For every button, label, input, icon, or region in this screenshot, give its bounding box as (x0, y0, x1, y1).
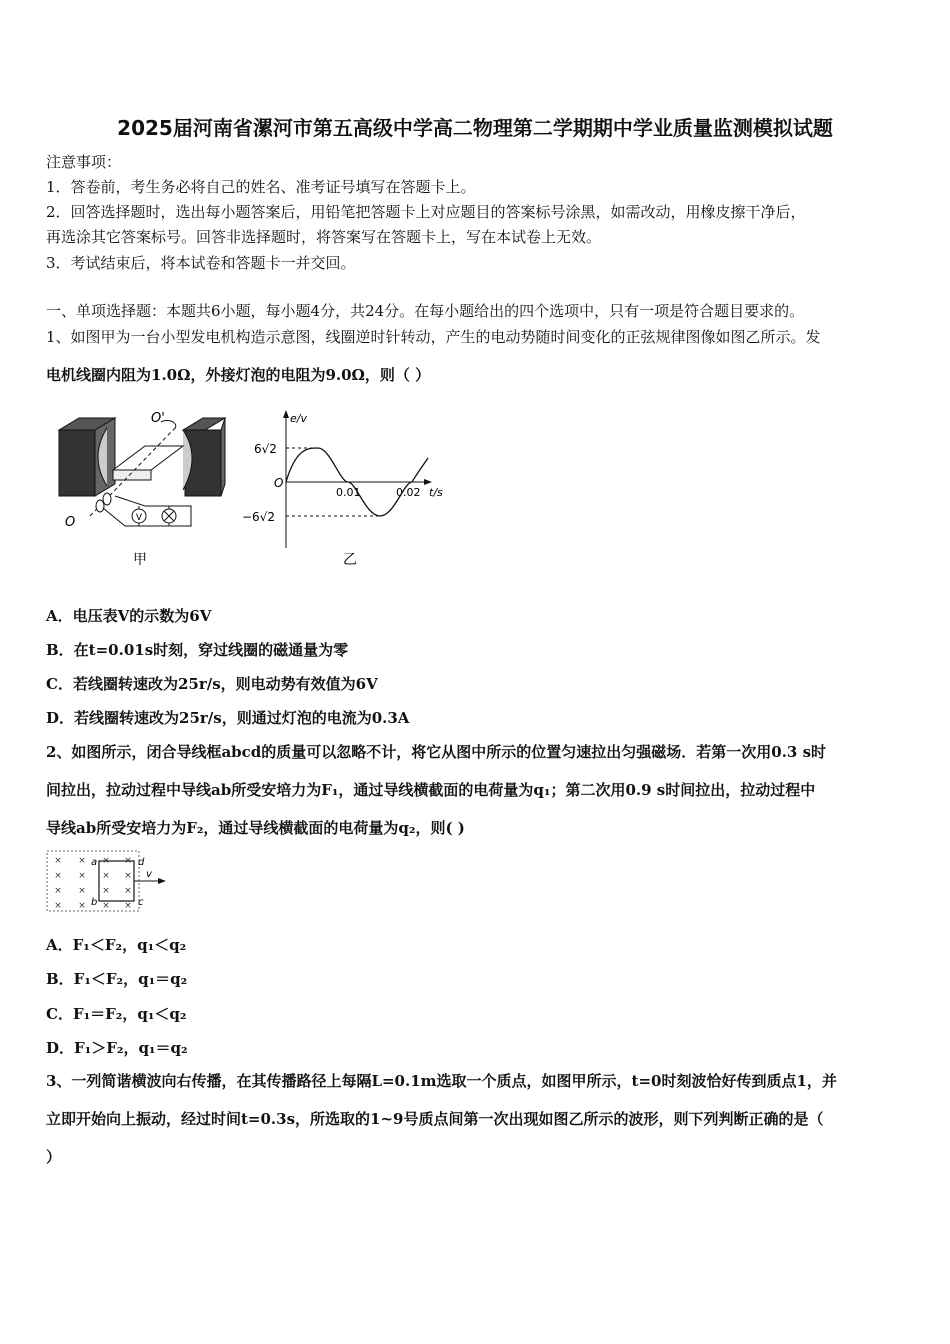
q1-option-a: A．电压表V的示数为6V (46, 607, 212, 625)
frame-label-b: b (91, 897, 98, 908)
q1-stem: 1、如图甲为一台小型发电机构造示意图，线圈逆时针转动，产生的电动势随时间变化的正弦规律图像如图乙所示。发 (46, 328, 821, 346)
field-cross: × (78, 856, 86, 866)
q1-option-b: B．在t=0.01s时刻，穿过线圈的磁通量为零 (46, 641, 349, 659)
q2-option-c: C．F₁＝F₂，q₁＜q₂ (46, 1005, 187, 1023)
notice-item: 3．考试结束后，将本试卷和答题卡一并交回。 (46, 254, 356, 272)
field-cross: × (102, 901, 110, 911)
tick-t1: 0.01 (336, 486, 361, 499)
field-cross: × (102, 871, 110, 881)
tick-t2: 0.02 (396, 486, 421, 499)
tick-negative: −6√2 (242, 510, 275, 524)
axis-y-label: e/v (290, 412, 307, 425)
q2-option-d: D．F₁＞F₂，q₁＝q₂ (46, 1039, 188, 1057)
q1-option-c: C．若线圈转速改为25r/s，则电动势有效值为6V (46, 675, 378, 693)
q2-figure-magnetic-field (44, 848, 174, 916)
notice-item: 2．回答选择题时，选出每小题答案后，用铅笔把答题卡上对应题目的答案标号涂黑，如需改动，用橡皮擦干净后， (46, 203, 806, 221)
field-cross: × (102, 886, 110, 896)
field-cross: × (54, 901, 62, 911)
label-o: O (65, 515, 76, 530)
velocity-label: v (146, 869, 152, 880)
field-cross: × (102, 856, 110, 866)
q1-figure-sine-graph (238, 408, 458, 573)
q2-option-b: B．F₁＜F₂，q₁＝q₂ (46, 970, 188, 988)
notice-item: 再选涂其它答案标号。回答非选择题时，将答案写在答题卡上，写在本试卷上无效。 (46, 228, 602, 246)
figure-label-yi: 乙 (343, 552, 357, 568)
q3-stem: 立即开始向上振动，经过时间t=0.3s，所选取的1~9号质点间第一次出现如图乙所示的波形，则下列判断正确的是（ (46, 1110, 824, 1128)
label-o-prime: O' (151, 411, 165, 426)
field-cross: × (54, 871, 62, 881)
field-cross: × (124, 886, 132, 896)
field-cross: × (54, 886, 62, 896)
q1-stem: 电机线圈内阻为1.0Ω，外接灯泡的电阻为9.0Ω，则（ ） (46, 366, 431, 384)
field-cross: × (124, 901, 132, 911)
field-cross: × (54, 856, 62, 866)
axis-origin: O (274, 476, 284, 490)
figure-label-jia: 甲 (133, 552, 147, 568)
voltmeter-symbol: V (135, 513, 143, 523)
q2-stem: 2、如图所示，闭合导线框abcd的质量可以忽略不计，将它从图中所示的位置匀速拉出匀强磁场．若第一次用0.3 s时 (46, 743, 827, 761)
q1-figure-generator (55, 408, 230, 573)
q1-option-d: D．若线圈转速改为25r/s，则通过灯泡的电流为0.3A (46, 709, 410, 727)
axis-x-label: t/s (429, 486, 443, 499)
frame-label-d: d (138, 857, 145, 868)
field-cross: × (78, 886, 86, 896)
frame-label-a: a (91, 857, 98, 868)
notice-item: 1．答卷前，考生务必将自己的姓名、准考证号填写在答题卡上。 (46, 178, 476, 196)
field-cross: × (78, 901, 86, 911)
field-cross: × (124, 871, 132, 881)
field-cross: × (124, 856, 132, 866)
q3-stem: 3、一列简谐横波向右传播，在其传播路径上每隔L=0.1m选取一个质点，如图甲所示，t=0时刻波恰好传到质点1，并 (46, 1072, 837, 1090)
tick-positive: 6√2 (254, 442, 277, 456)
notice-heading: 注意事项： (46, 153, 122, 171)
frame-label-c: c (138, 897, 144, 908)
q2-stem: 导线ab所受安培力为F₂，通过导线横截面的电荷量为q₂，则( ) (46, 819, 465, 837)
q3-stem: ） (46, 1148, 62, 1166)
q2-option-a: A．F₁＜F₂，q₁＜q₂ (46, 936, 187, 954)
page-title: 2025届河南省漯河市第五高级中学高二物理第二学期期中学业质量监测模拟试题 (117, 116, 833, 140)
field-cross: × (78, 871, 86, 881)
q2-stem: 间拉出，拉动过程中导线ab所受安培力为F₁，通过导线横截面的电荷量为q₁；第二次用0.9 s时间拉出，拉动过程中 (46, 781, 816, 799)
section-heading: 一、单项选择题：本题共6小题，每小题4分，共24分。在每小题给出的四个选项中，只有一项是符合题目要求的。 (46, 302, 805, 320)
